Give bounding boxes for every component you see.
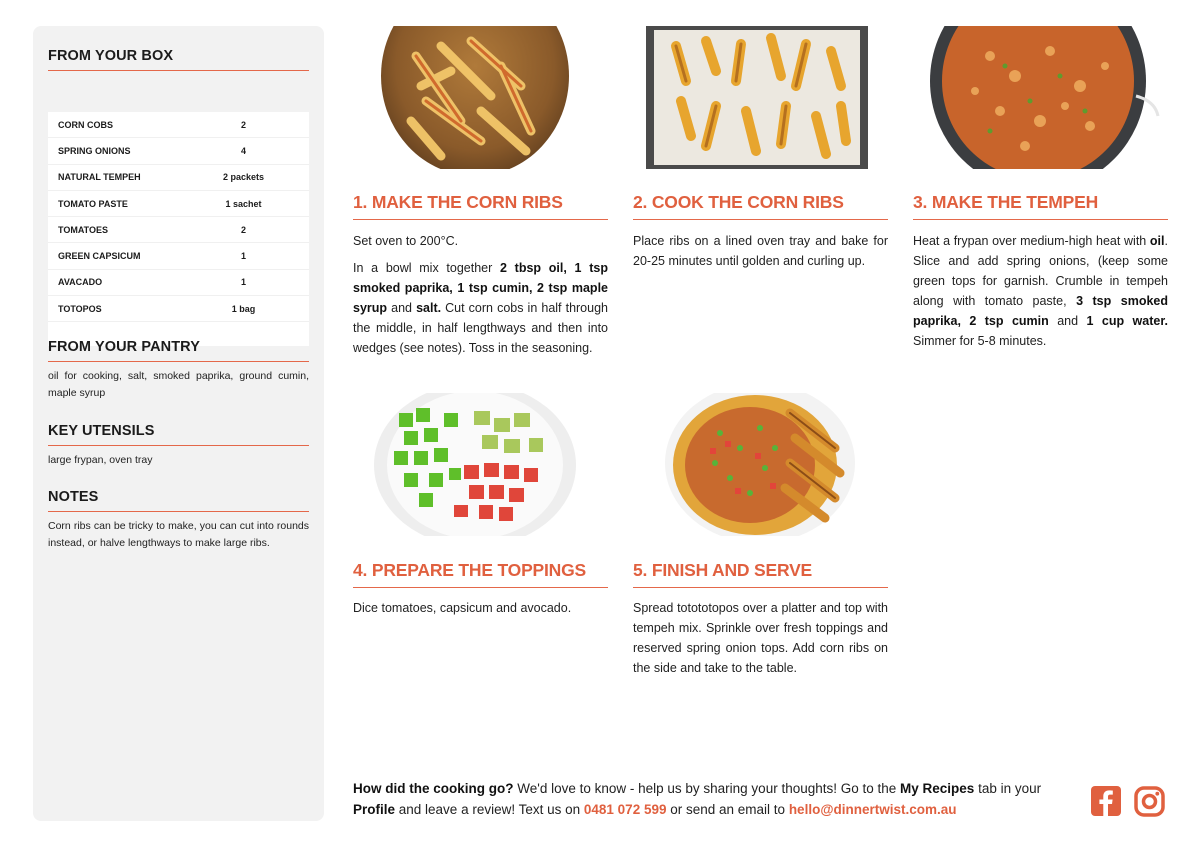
step-1-title: 1. MAKE THE CORN RIBS <box>353 192 608 220</box>
ingredient-qty: 1 sachet <box>225 198 262 209</box>
table-row <box>48 138 309 164</box>
step-2-body <box>633 231 888 278</box>
step-5-p1: Spread totototopos over a platter and top with tempeh mix. Sprinkle over fresh toppings and reserved spring onion tops. Add corn ribs on the side and take to the table. <box>633 601 888 675</box>
feedback-footer: How did the cooking go? We'd love to know - help us by sharing your thoughts! Go to the My Recipes tab in your Profile and leave a review! Text us on 0481 072 599 or send an email to hello@dinnertwist.com.au <box>353 781 1042 817</box>
step-1-body <box>353 231 608 365</box>
utensils-text: large frypan, oven tray <box>48 454 153 466</box>
instagram-icon[interactable] <box>1134 786 1165 822</box>
profile-link[interactable]: Profile <box>353 802 396 817</box>
footer-question: How did the cooking go? <box>353 781 514 796</box>
notes-title: NOTES <box>48 489 309 512</box>
email-link[interactable]: hello@dinnertwist.com.au <box>788 802 957 817</box>
table-row <box>48 112 309 138</box>
step-4-p1: Dice tomatoes, capsicum and avocado. <box>353 601 572 615</box>
table-row <box>48 243 309 269</box>
ingredient-qty: 1 <box>240 277 246 288</box>
table-row <box>48 165 309 191</box>
my-recipes-link[interactable]: My Recipes <box>900 781 975 796</box>
step-3-title: 3. MAKE THE TEMPEH <box>913 192 1168 220</box>
ingredient-name: TOMATO PASTE <box>58 198 128 209</box>
ingredient-qty: 1 bag <box>231 303 256 314</box>
step-5-title: 5. FINISH AND SERVE <box>633 560 888 588</box>
step-2-p1: Place ribs on a lined oven tray and bake for 20-25 minutes until golden and curling up. <box>633 234 888 268</box>
ingredient-qty: 1 <box>240 251 246 262</box>
step-4-body <box>353 598 608 625</box>
ingredient-name: GREEN CAPSICUM <box>58 251 141 262</box>
box-ingredients-table <box>48 112 309 346</box>
box-title: FROM YOUR BOX <box>48 48 309 71</box>
step-4-photo <box>374 393 576 536</box>
step-5-photo <box>660 393 855 536</box>
table-row <box>48 191 309 217</box>
table-row <box>48 296 309 322</box>
ingredient-qty: 4 <box>240 145 246 156</box>
step-3-photo <box>930 26 1160 169</box>
step-1-p1: Set oven to 200°C. <box>353 234 459 248</box>
ingredient-name: TOMATOES <box>58 224 109 235</box>
notes-text: Corn ribs can be tricky to make, you can cut into rounds instead, or halve lengthways to make large ribs. <box>48 520 309 549</box>
ingredients-sidebar <box>33 26 324 821</box>
table-row <box>48 270 309 296</box>
ingredient-name: SPRING ONIONS <box>58 145 131 156</box>
step-2-title: 2. COOK THE CORN RIBS <box>633 192 888 220</box>
step-3-body <box>913 231 1168 358</box>
ingredient-name: TOTOPOS <box>58 303 102 314</box>
step-1-photo <box>381 26 569 169</box>
pantry-title: FROM YOUR PANTRY <box>48 339 309 362</box>
step-5-body <box>633 598 888 685</box>
ingredient-name: CORN COBS <box>58 119 114 130</box>
ingredient-name: AVACADO <box>58 277 103 288</box>
ingredient-qty: 2 packets <box>222 172 265 183</box>
ingredient-qty: 2 <box>240 119 246 130</box>
step-3-p1: Heat a frypan over medium-high heat with oil. Slice and add spring onions, (keep some green tops for garnish. Crumble in tempeh along with tomato paste, 3 tsp smoked paprika, 2 tsp cumin and 1 cup water. Simmer for 5-8 minutes. <box>913 234 1168 348</box>
step-1-p2: In a bowl mix together 2 tbsp oil, 1 tsp smoked paprika, 1 tsp cumin, 2 tsp maple syrup and salt. Cut corn cobs in half through the middle, in half lengthways and then into wedges (see notes). Toss in the seasoning. <box>353 261 608 355</box>
step-4-title: 4. PREPARE THE TOPPINGS <box>353 560 608 588</box>
ingredient-qty: 2 <box>240 224 246 235</box>
facebook-icon[interactable] <box>1091 786 1121 821</box>
ingredient-name: NATURAL TEMPEH <box>58 172 141 183</box>
table-row <box>48 217 309 243</box>
step-2-photo <box>646 26 868 169</box>
phone-link[interactable]: 0481 072 599 <box>583 802 667 817</box>
utensils-title: KEY UTENSILS <box>48 423 309 446</box>
pantry-text: oil for cooking, salt, smoked paprika, ground cumin, maple syrup <box>48 370 309 399</box>
